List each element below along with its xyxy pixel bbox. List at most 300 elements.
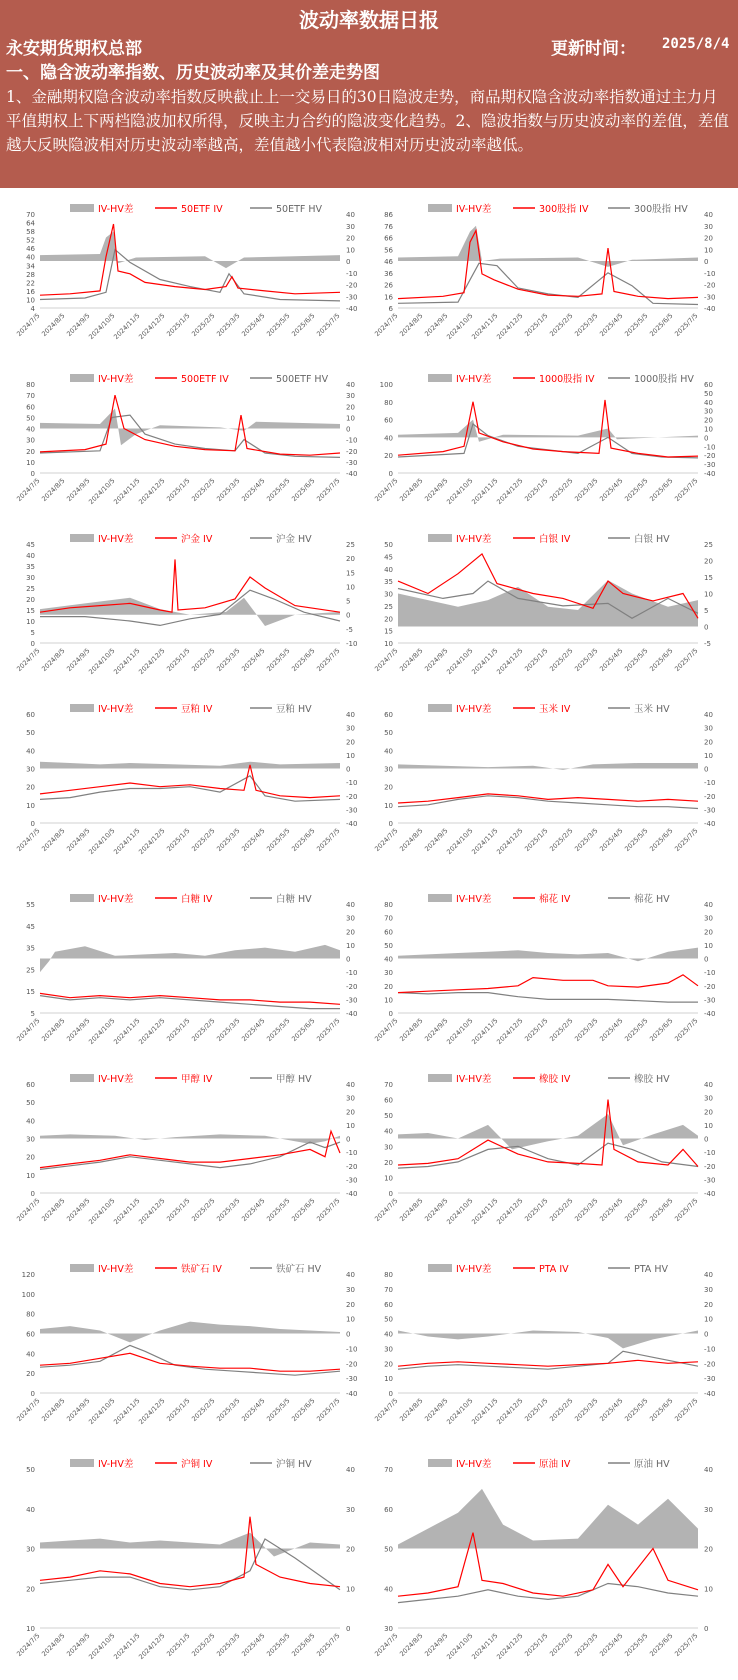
x-tick-label: 2025/5/5 [623, 826, 650, 854]
right-tick-label: -30 [346, 293, 358, 302]
chart-panel-7 [15, 703, 357, 856]
legend-diff-label: IV-HV差 [98, 704, 134, 715]
right-tick-label: 30 [704, 1285, 713, 1294]
x-tick-label: 2024/12/5 [495, 1396, 525, 1426]
x-tick-label: 2025/7/5 [673, 1196, 700, 1224]
right-tick-label: 10 [704, 751, 713, 760]
right-tick-label: -40 [346, 1010, 358, 1018]
x-tick-label: 2025/6/5 [648, 1396, 675, 1424]
x-tick-label: 2025/1/5 [523, 476, 550, 504]
right-tick-label: 0 [346, 955, 351, 964]
right-tick-label: 10 [704, 941, 713, 950]
left-tick-label: 5 [30, 629, 35, 637]
left-tick-label: 10 [384, 1375, 393, 1384]
right-tick-label: 40 [704, 711, 713, 719]
x-tick-label: 2025/3/5 [573, 311, 600, 339]
chart-panel-15 [15, 1458, 355, 1661]
right-tick-label: 40 [346, 381, 355, 389]
left-tick-label: 10 [384, 996, 393, 1005]
x-tick-label: 2025/3/5 [215, 1196, 242, 1224]
left-tick-label: 30 [384, 1345, 393, 1354]
x-tick-label: 2024/8/5 [40, 1631, 67, 1659]
x-tick-label: 2025/5/5 [265, 1196, 292, 1224]
iv-hv-diff-area [40, 762, 340, 769]
x-tick-label: 2025/3/5 [573, 476, 600, 504]
x-tick-label: 2025/7/5 [315, 646, 342, 674]
legend-hv-label: 原油 HV [634, 1459, 670, 1470]
legend-diff-label: IV-HV差 [98, 894, 134, 905]
legend-iv-label: 棉花 IV [539, 894, 571, 905]
hv-line [40, 415, 340, 457]
right-tick-label: 20 [346, 1545, 355, 1554]
x-tick-label: 2024/12/5 [495, 1016, 525, 1046]
left-tick-label: 0 [388, 820, 393, 828]
x-tick-label: 2024/8/5 [398, 826, 425, 854]
right-tick-label: 10 [346, 1315, 355, 1324]
x-tick-label: 2025/7/5 [315, 1631, 342, 1659]
right-tick-label: 30 [704, 407, 713, 416]
right-tick-label: 40 [346, 211, 355, 219]
left-tick-label: 30 [384, 590, 393, 599]
x-tick-label: 2025/4/5 [598, 826, 625, 854]
x-tick-label: 2025/4/5 [598, 1396, 625, 1424]
iv-hv-diff-area [40, 1134, 340, 1144]
legend-hv-label: 豆粕 HV [276, 704, 312, 715]
right-tick-label: 50 [704, 389, 713, 398]
legend-diff-label: IV-HV差 [456, 894, 492, 905]
hv-line [40, 1142, 340, 1169]
x-tick-label: 2025/1/5 [165, 826, 192, 854]
legend-diff-swatch [70, 704, 94, 712]
x-tick-label: 2024/7/5 [373, 311, 400, 339]
left-tick-label: 64 [26, 219, 35, 228]
right-tick-label: 40 [704, 398, 713, 407]
right-tick-label: 20 [346, 1108, 355, 1117]
left-tick-label: 76 [384, 222, 393, 231]
x-tick-label: 2024/11/5 [470, 311, 500, 341]
x-tick-label: 2024/12/5 [137, 826, 167, 856]
right-tick-label: 40 [704, 1271, 713, 1279]
right-tick-label: -30 [704, 461, 716, 470]
x-tick-label: 2025/1/5 [523, 646, 550, 674]
x-tick-label: 2025/1/5 [165, 1396, 192, 1424]
x-tick-label: 2025/5/5 [265, 1631, 292, 1659]
left-tick-label: 40 [384, 1330, 393, 1339]
x-tick-label: 2024/10/5 [87, 476, 117, 506]
iv-hv-diff-area [398, 948, 698, 962]
left-tick-label: 60 [26, 1330, 35, 1339]
x-tick-label: 2024/12/5 [137, 646, 167, 676]
report-header [0, 0, 738, 188]
left-tick-label: 56 [384, 246, 393, 255]
left-tick-label: 20 [26, 1370, 35, 1379]
iv-hv-diff-area [398, 1489, 698, 1549]
left-tick-label: 34 [26, 262, 35, 271]
right-tick-label: 20 [704, 1300, 713, 1309]
x-tick-label: 2025/3/5 [215, 826, 242, 854]
x-tick-label: 2025/7/5 [315, 1196, 342, 1224]
x-tick-label: 2025/6/5 [648, 476, 675, 504]
legend-hv-label: 300股指 HV [634, 204, 688, 215]
x-tick-label: 2024/12/5 [137, 1631, 167, 1661]
x-tick-label: 2024/9/5 [65, 311, 92, 339]
legend-hv-label: 1000股指 HV [634, 374, 694, 385]
right-tick-label: 20 [704, 1545, 713, 1554]
x-tick-label: 2025/6/5 [648, 311, 675, 339]
right-tick-label: 0 [704, 1625, 709, 1633]
right-tick-label: 20 [704, 928, 713, 937]
left-tick-label: 40 [26, 253, 35, 262]
x-tick-label: 2025/1/5 [165, 1016, 192, 1044]
right-tick-label: -40 [704, 470, 716, 478]
x-tick-label: 2025/4/5 [598, 1016, 625, 1044]
left-tick-label: 40 [26, 1350, 35, 1359]
x-tick-label: 2024/10/5 [445, 311, 475, 341]
left-tick-label: 5 [30, 1010, 35, 1018]
x-tick-label: 2025/2/5 [548, 1396, 575, 1424]
legend-diff-swatch [70, 1459, 94, 1467]
org-name: 永安期货期权总部 [6, 39, 142, 59]
left-tick-label: 10 [26, 1171, 35, 1180]
update-time-label: 更新时间： [551, 39, 636, 59]
right-tick-label: 0 [346, 425, 351, 434]
left-tick-label: 40 [26, 425, 35, 434]
x-tick-label: 2024/7/5 [15, 646, 42, 674]
left-tick-label: 45 [26, 922, 35, 931]
x-tick-label: 2024/9/5 [423, 311, 450, 339]
legend-hv-label: 铁矿石 HV [276, 1264, 322, 1275]
x-tick-label: 2024/10/5 [445, 1016, 475, 1046]
x-tick-label: 2024/7/5 [15, 1196, 42, 1224]
x-tick-label: 2025/5/5 [623, 1196, 650, 1224]
x-tick-label: 2025/3/5 [215, 1016, 242, 1044]
right-tick-label: 0 [704, 623, 709, 632]
right-tick-label: 0 [704, 1135, 709, 1144]
left-tick-label: 80 [384, 398, 393, 407]
iv-hv-diff-area [40, 1322, 340, 1343]
x-tick-label: 2024/7/5 [373, 1631, 400, 1659]
right-tick-label: 0 [704, 955, 709, 964]
right-tick-label: -5 [346, 625, 353, 634]
left-tick-label: 30 [384, 1143, 393, 1152]
x-tick-label: 2025/4/5 [240, 476, 267, 504]
right-tick-label: 20 [346, 403, 355, 412]
iv-line [398, 1100, 698, 1167]
x-tick-label: 2024/10/5 [87, 311, 117, 341]
left-tick-label: 6 [388, 305, 393, 313]
left-tick-label: 70 [384, 914, 393, 923]
right-tick-label: -10 [346, 269, 358, 278]
x-tick-label: 2024/12/5 [137, 1016, 167, 1046]
right-tick-label: 5 [704, 607, 709, 615]
iv-hv-diff-area [398, 226, 698, 267]
right-tick-label: -10 [346, 1149, 358, 1158]
x-tick-label: 2024/12/5 [137, 1196, 167, 1226]
right-tick-label: 0 [704, 765, 709, 774]
x-tick-label: 2025/7/5 [673, 1016, 700, 1044]
legend-iv-label: 白银 IV [539, 534, 571, 545]
legend-hv-label: 甲醇 HV [276, 1074, 312, 1085]
legend-iv-label: 沪金 IV [181, 534, 213, 545]
legend-diff-swatch [428, 374, 452, 382]
legend-iv-label: 橡胶 IV [539, 1074, 571, 1085]
x-tick-label: 2024/7/5 [15, 826, 42, 854]
x-tick-label: 2024/8/5 [40, 476, 67, 504]
right-tick-label: 10 [346, 941, 355, 950]
legend-iv-label: 铁矿石 IV [181, 1264, 222, 1275]
right-tick-label: 20 [346, 1300, 355, 1309]
left-tick-label: 10 [26, 296, 35, 305]
chart-panel-5 [15, 533, 357, 676]
left-tick-label: 15 [384, 627, 393, 636]
legend-hv-label: 50ETF HV [276, 204, 323, 215]
x-tick-label: 2024/9/5 [65, 1631, 92, 1659]
x-tick-label: 2025/6/5 [290, 826, 317, 854]
right-tick-label: 30 [704, 222, 713, 231]
left-tick-label: 80 [384, 901, 393, 909]
left-tick-label: 60 [384, 1505, 393, 1514]
left-tick-label: 26 [384, 281, 393, 290]
x-tick-label: 2024/10/5 [445, 1196, 475, 1226]
right-tick-label: -30 [704, 996, 716, 1005]
x-tick-label: 2025/4/5 [240, 646, 267, 674]
iv-hv-diff-area [40, 598, 340, 626]
right-tick-label: 40 [346, 1081, 355, 1089]
x-tick-label: 2025/7/5 [673, 1631, 700, 1659]
right-tick-label: -40 [704, 820, 716, 828]
right-tick-label: -20 [346, 281, 358, 290]
left-tick-label: 0 [30, 1190, 35, 1198]
x-tick-label: 2024/7/5 [15, 1396, 42, 1424]
section-title: 一、隐含波动率指数、历史波动率及其价差走势图 [6, 63, 380, 83]
x-tick-label: 2024/7/5 [373, 1016, 400, 1044]
right-tick-label: 10 [704, 1315, 713, 1324]
x-tick-label: 2024/10/5 [445, 1396, 475, 1426]
x-tick-label: 2025/5/5 [265, 646, 292, 674]
left-tick-label: 30 [26, 1545, 35, 1554]
right-tick-label: -30 [346, 1176, 358, 1185]
right-tick-label: -30 [346, 996, 358, 1005]
iv-hv-diff-area [40, 232, 340, 269]
x-tick-label: 2025/5/5 [265, 476, 292, 504]
left-tick-label: 60 [384, 1300, 393, 1309]
left-tick-label: 22 [26, 279, 35, 288]
x-tick-label: 2024/10/5 [87, 1196, 117, 1226]
right-tick-label: 0 [346, 1330, 351, 1339]
left-tick-label: 20 [26, 447, 35, 456]
x-tick-label: 2024/11/5 [470, 826, 500, 856]
x-tick-label: 2024/12/5 [495, 476, 525, 506]
right-tick-label: 40 [346, 901, 355, 909]
right-tick-label: -20 [704, 452, 716, 461]
x-tick-label: 2025/3/5 [215, 1631, 242, 1659]
x-tick-label: 2025/7/5 [673, 311, 700, 339]
hv-line [398, 993, 698, 1003]
legend-iv-label: 300股指 IV [539, 204, 589, 215]
iv-hv-diff-area [40, 409, 340, 446]
x-tick-label: 2025/6/5 [290, 1196, 317, 1224]
x-tick-label: 2024/11/5 [470, 1016, 500, 1046]
legend-iv-label: 玉米 IV [539, 704, 571, 715]
legend-diff-label: IV-HV差 [456, 534, 492, 545]
left-tick-label: 0 [30, 640, 35, 648]
right-tick-label: 30 [346, 1505, 355, 1514]
left-tick-label: 50 [384, 941, 393, 950]
right-tick-label: -30 [346, 806, 358, 815]
right-tick-label: 20 [704, 1108, 713, 1117]
right-tick-label: -10 [704, 1149, 716, 1158]
legend-diff-label: IV-HV差 [456, 704, 492, 715]
right-tick-label: 0 [346, 1135, 351, 1144]
x-tick-label: 2024/7/5 [15, 476, 42, 504]
right-tick-label: 30 [346, 222, 355, 231]
x-tick-label: 2025/6/5 [648, 646, 675, 674]
x-tick-label: 2024/12/5 [495, 1196, 525, 1226]
x-tick-label: 2024/9/5 [65, 826, 92, 854]
x-tick-label: 2025/2/5 [548, 476, 575, 504]
right-tick-label: 15 [704, 574, 713, 582]
right-tick-label: 30 [704, 724, 713, 733]
x-tick-label: 2025/6/5 [290, 476, 317, 504]
legend-diff-label: IV-HV差 [456, 1074, 492, 1085]
legend-diff-label: IV-HV差 [98, 534, 134, 545]
x-tick-label: 2024/12/5 [495, 826, 525, 856]
x-tick-label: 2024/8/5 [40, 1396, 67, 1424]
legend-iv-label: 甲醇 IV [181, 1074, 213, 1085]
left-tick-label: 0 [388, 470, 393, 478]
x-tick-label: 2025/2/5 [548, 646, 575, 674]
x-tick-label: 2024/9/5 [65, 1016, 92, 1044]
x-tick-label: 2024/8/5 [398, 1396, 425, 1424]
legend-diff-swatch [428, 1074, 452, 1082]
x-tick-label: 2025/3/5 [573, 826, 600, 854]
right-tick-label: -20 [346, 982, 358, 991]
right-tick-label: -40 [704, 305, 716, 313]
x-tick-label: 2024/11/5 [112, 646, 142, 676]
x-tick-label: 2025/2/5 [190, 1016, 217, 1044]
x-tick-label: 2024/9/5 [423, 1396, 450, 1424]
x-tick-label: 2025/4/5 [240, 1196, 267, 1224]
left-tick-label: 80 [384, 1271, 393, 1279]
x-tick-label: 2024/7/5 [373, 646, 400, 674]
right-tick-label: -40 [704, 1010, 716, 1018]
x-tick-label: 2024/8/5 [40, 1016, 67, 1044]
left-tick-label: 20 [384, 982, 393, 991]
x-tick-label: 2024/11/5 [112, 311, 142, 341]
left-tick-label: 100 [379, 381, 393, 389]
right-tick-label: -5 [704, 640, 711, 648]
legend-iv-label: 500ETF IV [181, 374, 229, 385]
report-title: 波动率数据日报 [299, 8, 439, 32]
right-tick-label: -10 [704, 779, 716, 788]
x-tick-label: 2024/12/5 [495, 311, 525, 341]
x-tick-label: 2025/2/5 [548, 1196, 575, 1224]
left-tick-label: 16 [26, 287, 35, 296]
left-tick-label: 70 [26, 392, 35, 401]
right-tick-label: 10 [346, 1585, 355, 1594]
left-tick-label: 40 [26, 747, 35, 756]
right-tick-label: -40 [346, 1390, 358, 1398]
left-tick-label: 35 [26, 563, 35, 571]
left-tick-label: 35 [384, 578, 393, 587]
x-tick-label: 2024/8/5 [398, 646, 425, 674]
right-tick-label: 10 [346, 751, 355, 760]
left-tick-label: 46 [26, 245, 35, 254]
left-tick-label: 35 [26, 944, 35, 953]
x-tick-label: 2024/12/5 [137, 1396, 167, 1426]
x-tick-label: 2025/3/5 [573, 1016, 600, 1044]
right-tick-label: 0 [346, 765, 351, 774]
x-tick-label: 2024/11/5 [112, 1016, 142, 1046]
x-tick-label: 2025/6/5 [290, 1396, 317, 1424]
x-tick-label: 2024/12/5 [495, 1631, 525, 1661]
x-tick-label: 2024/9/5 [423, 476, 450, 504]
x-tick-label: 2025/3/5 [573, 1631, 600, 1659]
x-tick-label: 2024/9/5 [65, 476, 92, 504]
x-tick-label: 2024/10/5 [87, 826, 117, 856]
x-tick-label: 2024/9/5 [65, 1196, 92, 1224]
right-tick-label: 5 [346, 597, 351, 606]
x-tick-label: 2024/11/5 [112, 1631, 142, 1661]
left-tick-label: 60 [26, 711, 35, 719]
right-tick-label: 25 [346, 541, 355, 549]
right-tick-label: -10 [346, 640, 358, 648]
left-tick-label: 46 [384, 258, 393, 266]
left-tick-label: 40 [384, 747, 393, 756]
left-tick-label: 30 [384, 1625, 393, 1633]
right-tick-label: 10 [346, 583, 355, 592]
left-tick-label: 60 [384, 711, 393, 719]
right-tick-label: -20 [704, 1360, 716, 1369]
x-tick-label: 2025/2/5 [548, 826, 575, 854]
x-tick-label: 2025/7/5 [315, 1016, 342, 1044]
x-tick-label: 2025/6/5 [290, 311, 317, 339]
legend-diff-label: IV-HV差 [98, 204, 134, 215]
legend-hv-label: 橡胶 HV [634, 1074, 670, 1085]
left-tick-label: 20 [384, 452, 393, 461]
right-tick-label: -40 [346, 820, 358, 828]
x-tick-label: 2024/7/5 [373, 1396, 400, 1424]
iv-line [398, 231, 698, 299]
left-tick-label: 50 [26, 1099, 35, 1108]
right-tick-label: -40 [346, 305, 358, 313]
legend-hv-label: 白银 HV [634, 534, 670, 545]
x-tick-label: 2025/1/5 [165, 646, 192, 674]
x-tick-label: 2025/7/5 [673, 826, 700, 854]
chart-panel-13 [15, 1263, 357, 1426]
legend-diff-swatch [428, 894, 452, 902]
legend-hv-label: 沪铜 HV [276, 1459, 312, 1470]
legend-iv-label: 白糖 IV [181, 894, 213, 905]
right-tick-label: -30 [346, 1375, 358, 1384]
x-tick-label: 2025/2/5 [548, 1016, 575, 1044]
right-tick-label: -10 [704, 969, 716, 978]
left-tick-label: 60 [384, 416, 393, 425]
x-tick-label: 2025/7/5 [315, 476, 342, 504]
x-tick-label: 2025/4/5 [598, 311, 625, 339]
iv-hv-diff-area [398, 420, 698, 442]
legend-diff-swatch [70, 374, 94, 382]
x-tick-label: 2024/9/5 [65, 1396, 92, 1424]
x-tick-label: 2025/6/5 [648, 1631, 675, 1659]
right-tick-label: 15 [346, 569, 355, 578]
left-tick-label: 25 [26, 966, 35, 975]
left-tick-label: 10 [26, 618, 35, 626]
hv-line [398, 1584, 698, 1603]
x-tick-label: 2025/4/5 [598, 476, 625, 504]
x-tick-label: 2024/7/5 [373, 476, 400, 504]
x-tick-label: 2025/1/5 [165, 311, 192, 339]
